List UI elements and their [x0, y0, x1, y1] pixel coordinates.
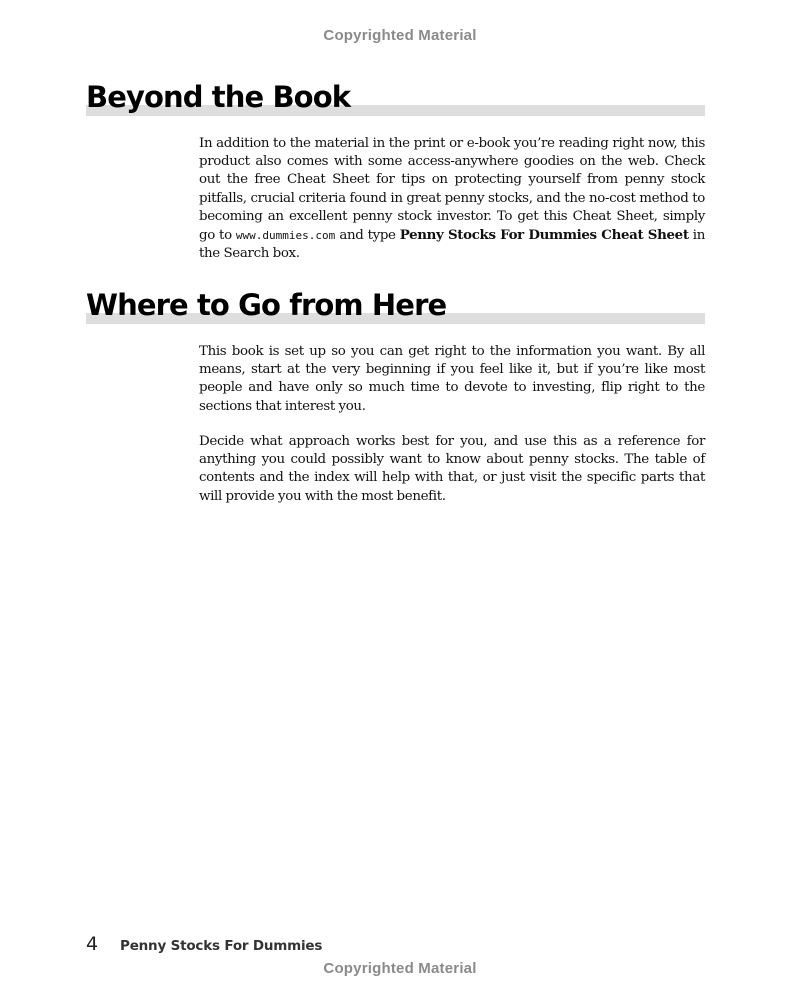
paragraph-where-to-go-1: This book is set up so you can get right to the information you want. By all means, start at the very beginning if you feel like it, but if you’re like most people and have only so much time to devote to investing, flip right to the sections that interest you.: [199, 344, 705, 414]
paragraph-middle: and type: [335, 228, 400, 244]
section-heading-where-to-go: [86, 282, 705, 324]
page-number: 4: [86, 933, 99, 955]
dummies-url-link[interactable]: www.dummies.com: [235, 229, 336, 243]
paragraph-intro: In addition to the material in the print or e-book you’re reading right now, this product also comes with some access-anywhere goodies on the web. Check out the free Cheat Sheet for tips on protecting yourself from penny stock pitfalls, crucial criteria found in great penny stocks, and the no-cost method to becoming an excellent penny stock investor. To get this Cheat Sheet, simply go to: [199, 136, 705, 244]
section-heading-beyond-the-book: [86, 74, 705, 116]
cheat-sheet-search-term: Penny Stocks For Dummies Cheat Sheet: [399, 227, 689, 244]
copyright-watermark-top: Copyrighted Material: [323, 27, 477, 44]
section-title: Beyond the Book: [86, 80, 351, 114]
running-book-title: Penny Stocks For Dummies: [120, 938, 323, 954]
copyright-watermark-bottom: Copyrighted Material: [323, 960, 477, 977]
page-footer: [86, 933, 322, 955]
paragraph-where-to-go-2: Decide what approach works best for you, and use this as a reference for anything you could possibly want to know about penny stocks. The table of contents and the index will help with that, or just visit the specific parts that will provide you with the most benefit.: [199, 434, 705, 504]
paragraph-beyond-the-book: [199, 135, 705, 263]
section-title: Where to Go from Here: [86, 288, 447, 322]
paragraph-end: in the Search box.: [199, 228, 705, 262]
